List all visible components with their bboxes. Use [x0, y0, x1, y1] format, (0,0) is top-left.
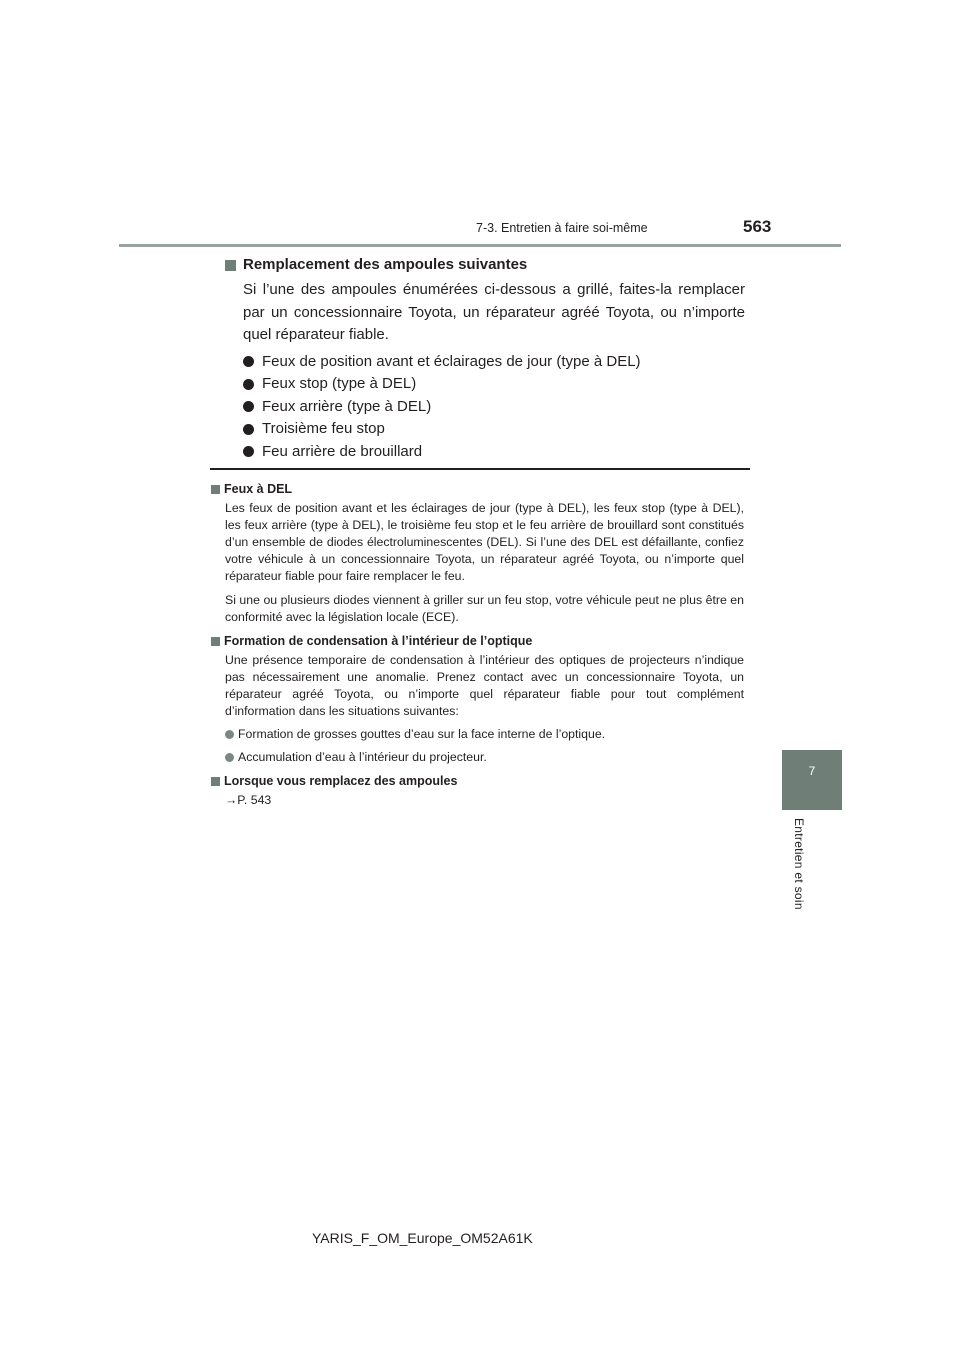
- list-item: [243, 396, 745, 419]
- bulb-list: [243, 351, 745, 464]
- list-item-text: Accumulation d’eau à l’intérieur du projecteur.: [238, 750, 487, 764]
- note-paragraph: Une présence temporaire de condensation à l’intérieur des optiques de projecteurs n’indique pas nécessairement une anomalie. Prenez contact avec un concessionnaire Toyota, un réparateur agréé Toyota, ou n’importe quel réparateur fiable pour tout complément d’information dans les situations suivantes:: [225, 653, 744, 718]
- list-item-text: Troisième feu stop: [262, 420, 385, 437]
- header-rule: [119, 244, 841, 247]
- note-paragraph: Si une ou plusieurs diodes viennent à griller sur un feu stop, votre véhicule peut ne plus être en conformité avec la législation locale (ECE).: [225, 593, 744, 624]
- section-divider: [210, 468, 750, 470]
- notes-section: [211, 477, 744, 809]
- note-heading: [211, 772, 744, 790]
- page-reference: →P. 543: [225, 793, 272, 807]
- round-bullet-icon: [243, 401, 254, 412]
- list-item: [243, 441, 745, 464]
- list-item: [225, 726, 744, 743]
- round-bullet-icon: [243, 446, 254, 457]
- note-heading-text: Formation de condensation à l’intérieur de l’optique: [224, 634, 533, 648]
- main-heading-text: Remplacement des ampoules suivantes: [243, 256, 528, 273]
- round-bullet-icon: [243, 379, 254, 390]
- note-heading-text: Lorsque vous remplacez des ampoules: [224, 774, 458, 788]
- list-item-text: Feu arrière de brouillard: [262, 442, 423, 460]
- page-number: 563: [743, 217, 772, 236]
- chapter-tab: [782, 750, 842, 810]
- chapter-number: 7: [808, 764, 816, 778]
- list-item: [243, 418, 745, 441]
- list-item: [243, 373, 745, 396]
- square-bullet-icon: [211, 637, 220, 646]
- square-bullet-icon: [211, 777, 220, 786]
- main-heading: [225, 255, 745, 275]
- note-heading-text: Feux à DEL: [224, 482, 293, 496]
- list-item-text: Feux arrière (type à DEL): [262, 397, 432, 415]
- note-heading: [211, 632, 744, 650]
- round-bullet-icon: [243, 356, 254, 367]
- list-item-text: Feux stop (type à DEL): [262, 375, 417, 392]
- section-title: 7-3. Entretien à faire soi-même: [476, 221, 648, 235]
- list-item: [225, 749, 744, 766]
- note-heading: [211, 480, 744, 498]
- main-paragraph: Si l’une des ampoules énumérées ci-dessous a grillé, faites-la remplacer par un concessionnaire Toyota, un réparateur agréé Toyota, ou n’importe quel réparateur fiable.: [243, 281, 745, 343]
- chapter-title: Entretien et soin: [792, 818, 806, 910]
- condensation-list: [225, 726, 744, 766]
- round-bullet-icon: [243, 424, 254, 435]
- note-paragraph: Les feux de position avant et les éclairages de jour (type à DEL), les feux stop (type à DEL), les feux arrière (type à DEL), le troisième feu stop et le feu arrière de brouillard sont constitués d’un ensemble de diodes électroluminescentes (DEL). Si l’une des DEL est défaillante, confiez votre véhicule à un concessionnaire Toyota, un réparateur agréé Toyota, ou n’importe quel réparateur fiable pour faire remplacer le feu.: [225, 501, 744, 583]
- square-bullet-icon: [225, 260, 236, 271]
- list-item-text: Formation de grosses gouttes d’eau sur la face interne de l’optique.: [238, 727, 606, 741]
- round-bullet-icon: [225, 730, 234, 739]
- list-item-text: Feux de position avant et éclairages de jour (type à DEL): [262, 352, 641, 370]
- round-bullet-icon: [225, 753, 234, 762]
- main-section: [225, 255, 745, 463]
- list-item: [243, 351, 745, 374]
- footer-document-id: YARIS_F_OM_Europe_OM52A61K: [312, 1230, 533, 1246]
- square-bullet-icon: [211, 485, 220, 494]
